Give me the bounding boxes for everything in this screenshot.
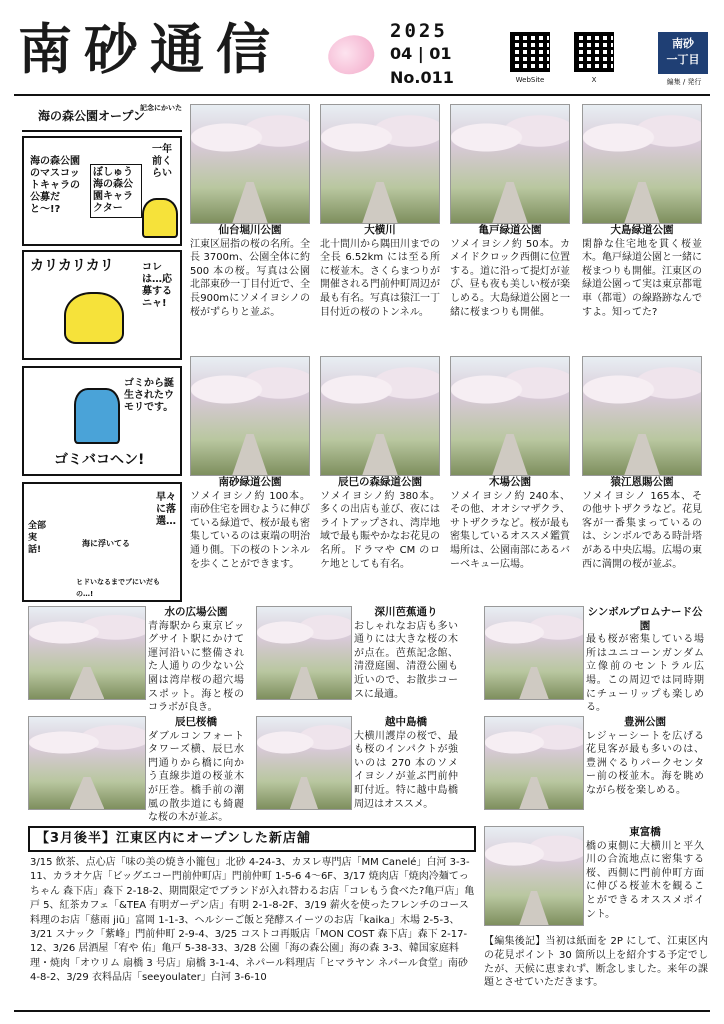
spot-name: シンボルプロムナード公園 xyxy=(587,606,703,632)
spot-caption xyxy=(354,606,458,702)
spot-description: 橋の東側に大横川と平久川の合流地点に密集する桜、西側に門前仲町方面に伸びる桜並木を観ることができるオススメポイント。 xyxy=(586,840,704,920)
spot-caption xyxy=(320,224,440,336)
spot-description: ソメイヨシノ 165本、その他サトザクラなど。花見客が一番集まっているのは、シンボルである時計塔がある中央広場。広場の東西に満開の桜が並ぶ。 xyxy=(582,490,702,570)
spot-caption xyxy=(582,224,702,336)
cat-character-icon xyxy=(64,292,124,344)
manga-caption-4: 早々に落選… xyxy=(156,492,176,527)
issue-number: No.011 xyxy=(390,68,454,87)
issue-date: 04 | 01 xyxy=(390,44,452,63)
spot-name: 辰巳の森緑道公園 xyxy=(338,476,422,488)
manga-sign-1: ぼしゅう海の森公園キャラクター xyxy=(90,164,142,218)
spot-name: 猿江恩賜公園 xyxy=(610,476,674,488)
spot-description: 大横川護岸の桜で、最も桜のインパクトが強いのは 270 本のソメイヨシノが並ぶ門前仲町付近。特に越中島橋周辺はオススメ。 xyxy=(354,730,458,810)
manga-caption-1: 一年前くらい xyxy=(152,144,172,179)
spot-photo xyxy=(582,104,702,224)
spot-photo xyxy=(484,826,584,926)
spot-description: ダブルコンフォートタワーズ横、辰巳水門通りから橋に向かう直線歩道の桜並木が圧巻。橋手前の潮風の散歩道にも綺麗な桜の木が並ぶ。 xyxy=(148,730,244,824)
spot-caption xyxy=(148,716,244,824)
spot-description: レジャーシートを広げる花見客が最も多いのは、豊洲ぐるりパークセンター前の桜並木。海を眺めながら桜を楽しめる。 xyxy=(586,730,704,796)
spot-photo xyxy=(450,356,570,476)
cherry-petal-icon xyxy=(323,29,379,80)
spot-description: 閑静な住宅地を貫く桜並木。亀戸緑道公園と一緒に桜まつりも開催。江東区の緑道公園って実は東京都電車（都電）の線路跡なんですよ。知ってた? xyxy=(582,238,702,318)
x-qr-label: X xyxy=(591,76,597,84)
newspaper-title: 南砂通信 xyxy=(18,17,282,81)
spot-name: 大島緑道公園 xyxy=(610,224,674,236)
header-rule xyxy=(14,94,710,96)
trash-can-character-icon xyxy=(74,388,120,444)
spot-name: 大横川 xyxy=(364,224,396,236)
spot-description: 江東区屈指の桜の名所。全長 3700m、公園全体に約 500 本の桜。写真は公園北部東砂一丁目付近で、全長900mにソメイヨシノの桜がずらりと並ぶ。 xyxy=(190,238,310,318)
publisher-logo: 南砂 一丁目 xyxy=(658,32,708,74)
manga-panel-4 xyxy=(22,482,182,602)
manga-banner-text: 海の森公園オープン xyxy=(38,109,145,123)
spot-name: 仙台堀川公園 xyxy=(218,224,282,236)
spot-name: 辰巳桜橋 xyxy=(175,716,217,728)
spot-name: 豊洲公園 xyxy=(624,716,666,728)
manga-sfx-2: カリカリカリ xyxy=(30,258,114,274)
spot-photo xyxy=(450,104,570,224)
spot-photo xyxy=(190,104,310,224)
spot-caption xyxy=(354,716,458,812)
publisher-label: 編集 / 発行 xyxy=(666,78,702,86)
spot-caption xyxy=(450,476,570,588)
spot-caption xyxy=(190,476,310,588)
spot-description: 北十間川から隅田川までの全長 6.52km には至る所に桜並木。さくらまつりが開催される門前仲町周辺が最も有名。写真は猿江一丁目付近の桜のトンネル。 xyxy=(320,238,440,318)
spot-caption xyxy=(148,606,244,714)
spot-description: おしゃれなお店も多い通りには大きな桜の木が点在。芭蕉記念館、清澄庭園、清澄公園も近いので、お散歩コースに最適。 xyxy=(354,620,458,700)
editor-note: 【編集後記】当初は紙面を 2P にして、江東区内の花見ポイント 30 箇所以上を紹介する予定でしたが、天候に恵まれず、断念しました。来年の課題とさせていただきます。 xyxy=(484,936,708,989)
spot-photo xyxy=(256,606,352,700)
spot-photo xyxy=(582,356,702,476)
spot-name: 深川芭蕉通り xyxy=(374,606,438,618)
manga-footnote-4: ヒドいなるまでブにいだもの…! xyxy=(76,578,160,598)
x-qr-icon[interactable] xyxy=(574,32,614,72)
spot-photo xyxy=(320,104,440,224)
spot-caption xyxy=(586,606,704,714)
manga-speech-3: ゴミから誕生されたウモリです。 xyxy=(124,378,174,413)
spot-photo xyxy=(28,716,146,810)
manga-note-4: 全部実話! xyxy=(28,521,47,555)
manga-sfx-3: ゴミバコヘン! xyxy=(54,452,145,468)
spot-name: 東富橋 xyxy=(629,826,661,838)
spot-photo xyxy=(190,356,310,476)
spot-name: 亀戸緑道公園 xyxy=(478,224,542,236)
manga-panel-2 xyxy=(22,250,182,360)
spot-caption xyxy=(586,716,704,812)
manga-speech-2: コレは…応募するニャ! xyxy=(142,262,172,309)
spot-photo xyxy=(484,716,584,810)
spot-caption xyxy=(190,224,310,336)
footer-rule xyxy=(14,1010,710,1012)
new-shops-text: 3/15 飲茶、点心店「味の美の焼き小籠包」北砂 4-24-3、カヌレ専門店「MM Canelé」白河 3-3-11、カラオケ店「ビッグエコー門前仲町店」門前仲町 1-5-6 4〜6F、3/17 焼肉店「焼肉冷麺てっちゃん 森下店」森下 2-18-2、期間限定でブランドが入れ替わるお店「コレもう食べた?亀戸店」亀戸 5、紅茶カフェ「&TEA 有明ガーデン店」有明 2-1-8-2F、3/19 薪火を使ったフレンチのコース料理のお店「慈雨 jiū」富岡 1-1-3、ヘルシーご飯と発酵スイーツのお店「kaika」木場 2-5-3、3/21 スナック「紫峰」門前仲町 2-9-4、3/25 コストコ再販店「MON COST 森下店」森下 2-17-12、3/26 居酒屋「宥や 佑」亀戸 5-38-33、3/28 公園「海の森公園」海の森 3-3、韓国家庭料理・焼肉「オウリム 扇橋 3 号店」扇橋 3-1-4、ネパール料理店「ヒマラヤン ネパール食堂」南砂 4-8-2、3/29 衣料品店「seeyoulater」白河 3-6-10 xyxy=(30,857,475,984)
website-qr-icon[interactable] xyxy=(510,32,550,72)
manga-banner-note: 記念にかいた xyxy=(140,104,182,112)
spot-photo xyxy=(28,606,146,700)
spot-name: 越中島橋 xyxy=(385,716,427,728)
spot-caption xyxy=(582,476,702,588)
spot-photo xyxy=(484,606,584,700)
website-qr-label: WebSite xyxy=(515,76,545,84)
manga-panel-1 xyxy=(22,136,182,246)
spot-description: ソメイヨシノ約 50本。カメイドクロック西側に位置する。道に沿って提灯が並び、昼も夜も美しい桜が楽しめる。大島緑道公園と一緒に桜まつりも開催。 xyxy=(450,238,570,318)
spot-description: ソメイヨシノ約 380本。多くの出店も並び、夜にはライトアップされ、湾岸地域で最も賑やかなお花見の名所。ドラマや CM のロケ地としても有名。 xyxy=(320,490,440,570)
issue-year: 2025 xyxy=(390,20,448,42)
spot-description: 青海駅から東京ビッグサイト駅にかけて運河沿いに整備された人通りの少ない公園は湾岸桜の超穴場スポット。海と桜のコラボが良き。 xyxy=(148,620,244,714)
spot-photo xyxy=(320,356,440,476)
spot-name: 南砂緑道公園 xyxy=(218,476,282,488)
spot-description: ソメイヨシノ約 240本、その他、オオシマザクラ、サトザクラなど。桜が最も密集しているオススメ鑑賞場所は、公園南部にあるバーベキュー広場。 xyxy=(450,490,570,570)
spot-name: 水の広場公園 xyxy=(164,606,228,618)
spot-caption xyxy=(450,224,570,336)
spot-description: ソメイヨシノ約 100本。南砂住宅を囲むように伸びている緑道で、桜が最も密集しているのは東端の明治通り側。下の桜のトンネルを歩くことができます。 xyxy=(190,490,310,570)
manga-panel-3 xyxy=(22,366,182,476)
spot-description: 最も桜が密集している場所はユニコーンガンダム立像前のセントラル広場。この周辺では同時期にチューリップも楽しめる。 xyxy=(586,634,704,714)
manga-banner xyxy=(22,102,182,132)
new-shops-heading: 【3月後半】江東区内にオープンした新店舗 xyxy=(28,826,476,852)
spot-caption xyxy=(320,476,440,588)
spot-caption xyxy=(586,826,704,934)
manga-speech-1: 海の森公園のマスコットキャラの公募だと〜!? xyxy=(30,156,80,215)
spot-photo xyxy=(256,716,352,810)
manga-sign-4: 海に浮いてる xyxy=(82,539,130,548)
spot-name: 木場公園 xyxy=(489,476,531,488)
cat-character-icon xyxy=(142,198,178,238)
